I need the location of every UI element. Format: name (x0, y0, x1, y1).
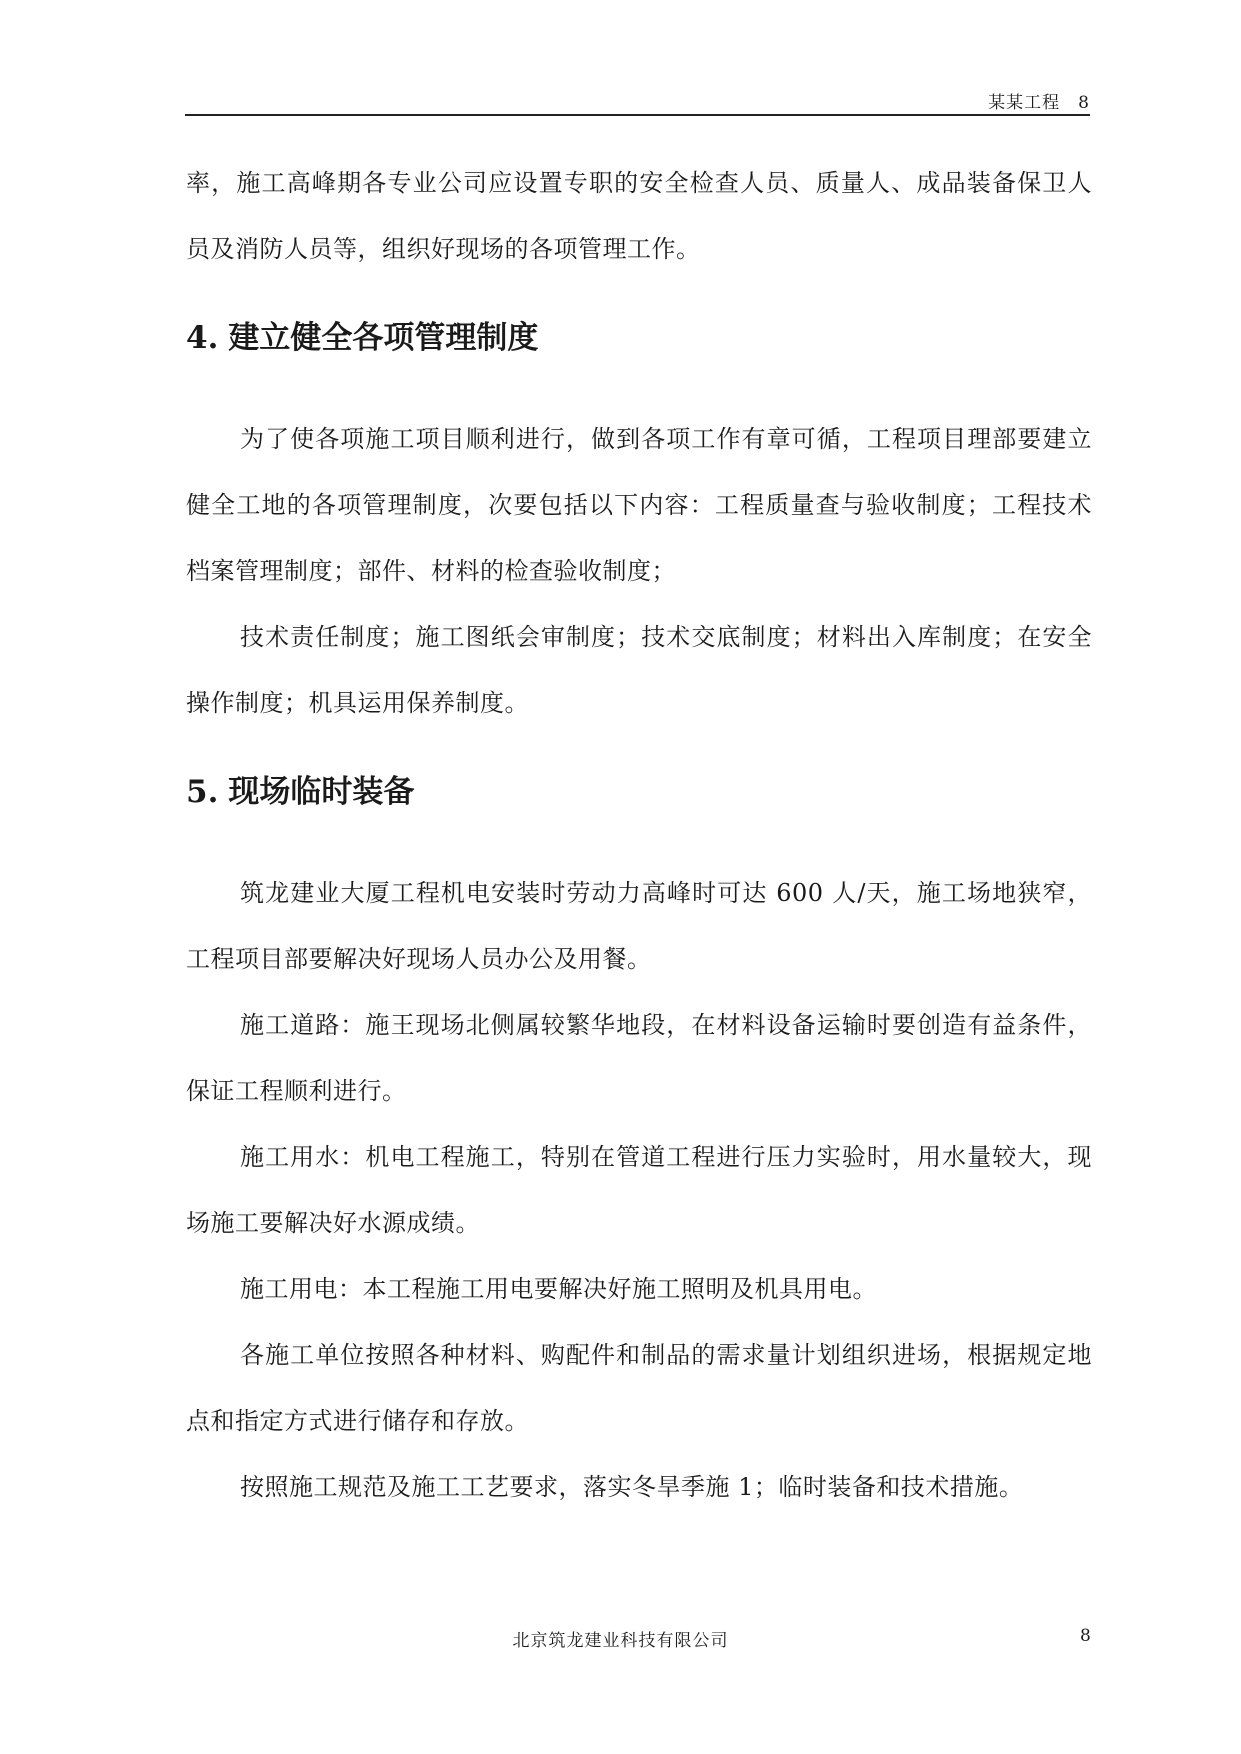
header-title: 某某工程 (988, 93, 1061, 113)
paragraph: 筑龙建业大厦工程机电安装时劳动力高峰时可达 600 人/天，施工场地狭窄，工程项目部要解决好现场人员办公及用餐。 (186, 879, 1092, 973)
paragraph: 施工道路：施王现场北侧属较繁华地段，在材料设备运输时要创造有益条件，保证工程顺利进行。 (186, 1011, 1092, 1105)
paragraph: 按照施工规范及施工工艺要求，落实冬旱季施 1；临时装备和技术措施。 (240, 1473, 1024, 1501)
section-heading-4 (186, 318, 1092, 358)
paragraph: 为了使各项施工项目顺利进行，做到各项工作有章可循，工程项目理部要建立健全工地的各项管理制度，次要包括以下内容：工程质量查与验收制度；工程技术档案管理制度；部件、材料的检查验收制度； (186, 425, 1092, 585)
footer-company: 北京筑龙建业科技有限公司 (512, 1631, 729, 1651)
section-title: 现场临时装备 (228, 774, 415, 810)
section-heading-5 (186, 772, 1092, 812)
header-page-number: 8 (1078, 93, 1090, 113)
footer-page-number: 8 (1080, 1626, 1091, 1646)
section-number: 4. (186, 320, 219, 356)
section-title: 建立健全各项管理制度 (228, 320, 539, 356)
header-rule (185, 114, 1090, 116)
header-text (988, 88, 1090, 113)
paragraph: 各施工单位按照各种材料、购配件和制品的需求量计划组织进场，根据规定地点和指定方式进行储存和存放。 (186, 1341, 1092, 1435)
paragraph: 施工用电：本工程施工用电要解决好施工照明及机具用电。 (240, 1275, 877, 1303)
section-number: 5. (186, 774, 219, 810)
paragraph-continued: 率，施工高峰期各专业公司应设置专职的安全检查人员、质量人、成品装备保卫人员及消防人员等，组织好现场的各项管理工作。 (186, 169, 1092, 263)
paragraph: 施工用水：机电工程施工，特别在管道工程进行压力实验时，用水量较大，现场施工要解决好水源成绩。 (186, 1143, 1092, 1237)
page-content (186, 150, 1092, 1520)
paragraph: 技术责任制度；施工图纸会审制度；技术交底制度；材料出入库制度；在安全操作制度；机具运用保养制度。 (186, 623, 1092, 717)
page-header (185, 86, 1090, 114)
